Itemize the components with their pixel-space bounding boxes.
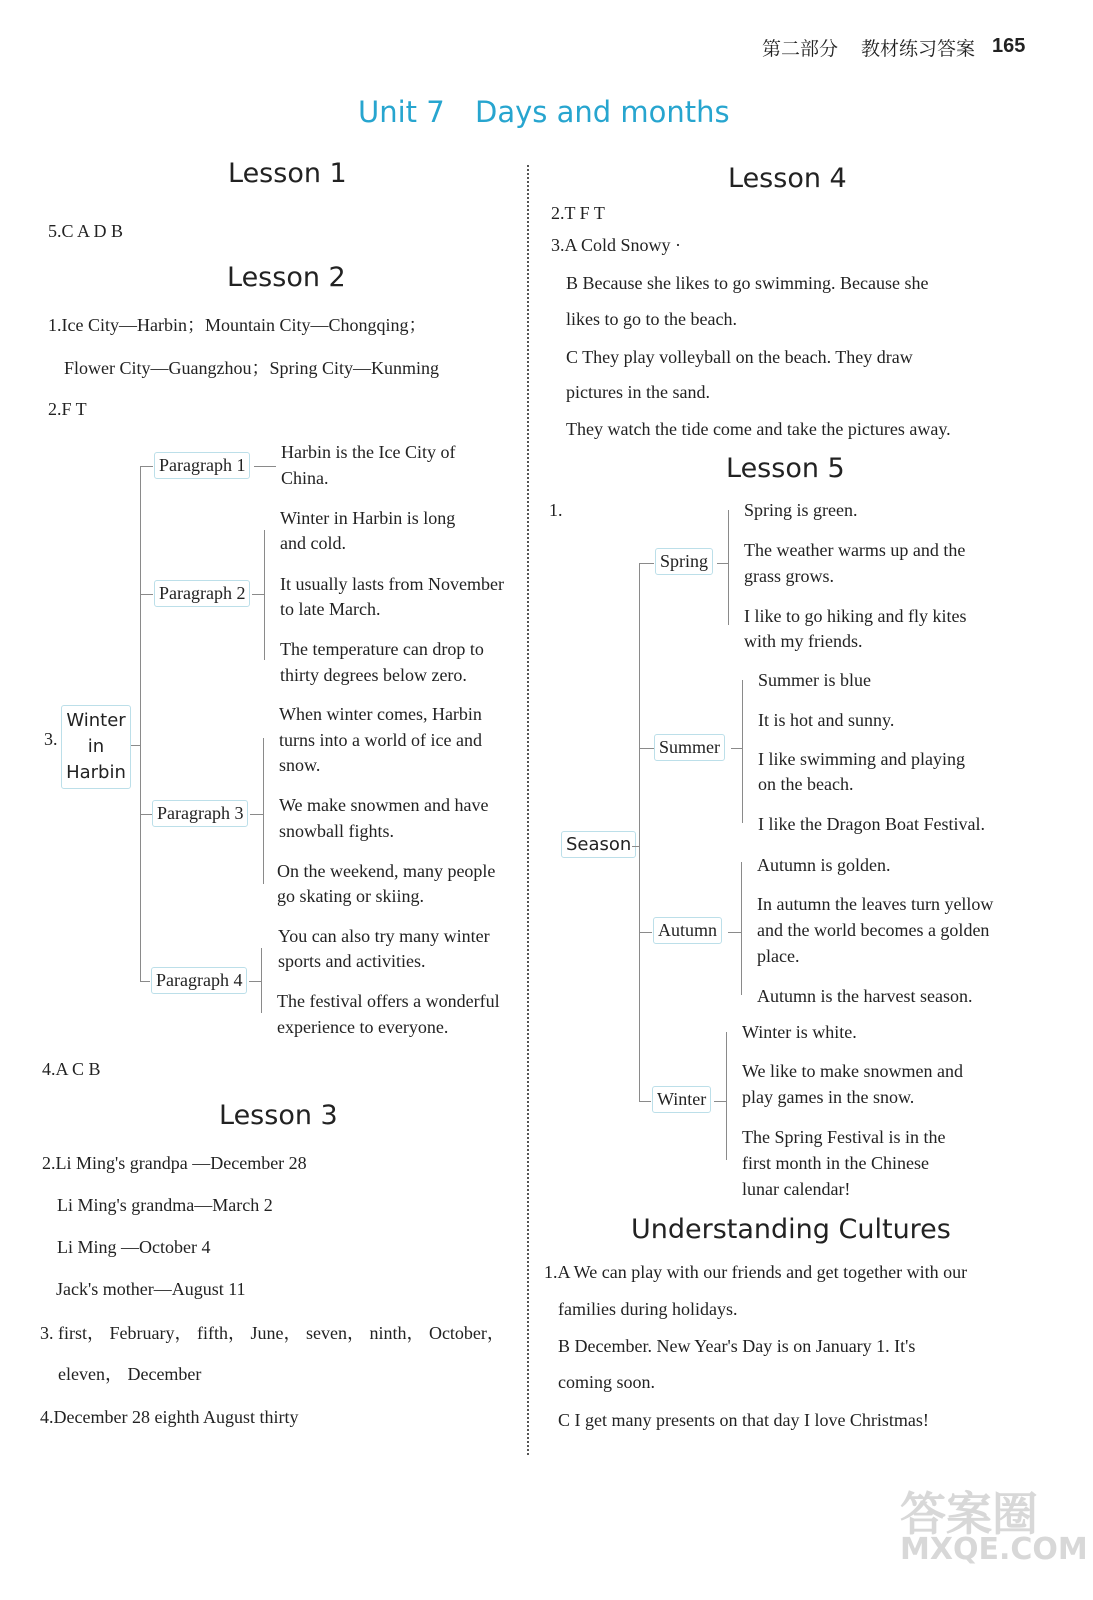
paragraph3-note: turns into a world of ice and: [279, 730, 482, 750]
connector-line: [140, 466, 141, 981]
watermark-line: 答案圈: [900, 1487, 1038, 1541]
connector-line: [742, 680, 743, 823]
connector-line: [263, 738, 264, 884]
connector-line: [717, 563, 728, 564]
connector-line: [728, 932, 741, 933]
lesson4-line: 2.T F T: [551, 203, 605, 223]
lesson4-line: pictures in the sand.: [566, 382, 710, 402]
lesson4-line: C They play volleyball on the beach. They draw: [566, 347, 913, 367]
paragraph3-node: Paragraph 3: [152, 800, 248, 827]
lesson2-q4: 4.A C B: [42, 1059, 101, 1079]
lesson4-line: B Because she likes to go swimming. Because she: [566, 273, 929, 293]
lesson3-line: 4.December 28 eighth August thirty: [40, 1407, 299, 1427]
connector-line: [639, 563, 654, 564]
season-node-spring: Spring: [655, 548, 713, 575]
lesson5-q1: 1.: [549, 500, 563, 520]
season-node-autumn: Autumn: [653, 917, 722, 944]
lesson3-line: Li Ming's grandma—March 2: [57, 1195, 273, 1215]
connector-line: [728, 510, 729, 625]
lesson4-line: likes to go to the beach.: [566, 309, 737, 329]
watermark-line: MXQE.COM: [900, 1532, 1088, 1567]
season-node-winter: Winter: [652, 1086, 711, 1113]
paragraph2-note: to late March.: [280, 599, 381, 619]
autumn-note: and the world becomes a golden: [757, 920, 990, 940]
root-node-line: in: [87, 736, 105, 757]
culture-line: families during holidays.: [558, 1299, 738, 1319]
summer-note: Summer is blue: [758, 670, 871, 690]
summer-note: I like swimming and playing: [758, 749, 965, 769]
autumn-note: place.: [757, 946, 800, 966]
connector-line: [249, 981, 261, 982]
lesson3-line: Li Ming —October 4: [57, 1237, 211, 1257]
root-node-line: Harbin: [66, 762, 126, 783]
connector-line: [140, 466, 153, 467]
lesson4-heading: Lesson 4: [728, 163, 847, 194]
column-divider: [527, 165, 529, 1455]
paragraph3-note: When winter comes, Harbin: [279, 704, 482, 724]
paragraph1-note: Harbin is the Ice City of: [281, 442, 456, 462]
paragraph2-node: Paragraph 2: [154, 580, 250, 607]
root-node-line: Winter: [66, 710, 126, 731]
paragraph4-note: You can also try many winter: [278, 926, 490, 946]
connector-line: [639, 748, 654, 749]
summer-note: It is hot and sunny.: [758, 710, 895, 730]
winter-note: first month in the Chinese: [742, 1153, 929, 1173]
lesson3-heading: Lesson 3: [219, 1100, 338, 1131]
page-number: 165: [992, 35, 1026, 57]
paragraph4-node: Paragraph 4: [151, 967, 247, 994]
lesson2-q2: 2.F T: [48, 399, 87, 419]
lesson4-line: They watch the tide come and take the pictures away.: [566, 419, 951, 439]
paragraph3-note: snow.: [279, 755, 321, 775]
paragraph3-note: On the weekend, many people: [277, 861, 496, 881]
connector-line: [264, 530, 265, 660]
paragraph4-note: sports and activities.: [278, 951, 426, 971]
connector-line: [140, 594, 153, 595]
paragraph3-note: snowball fights.: [279, 821, 394, 841]
lesson2-heading: Lesson 2: [227, 262, 346, 293]
autumn-note: In autumn the leaves turn yellow: [757, 894, 994, 914]
connector-line: [714, 1101, 726, 1102]
culture-heading: Understanding Cultures: [631, 1214, 951, 1245]
header-subtitle: 教材练习答案: [861, 38, 976, 60]
connector-line: [131, 745, 140, 746]
root-node-winter-in-harbin: [61, 705, 131, 789]
spring-note: The weather warms up and the: [744, 540, 966, 560]
lesson3-line: Jack's mother—August 11: [56, 1279, 246, 1299]
paragraph2-note: The temperature can drop to: [280, 639, 484, 659]
winter-note: play games in the snow.: [742, 1087, 915, 1107]
lesson2-q3-number: 3.: [44, 729, 58, 749]
culture-line: coming soon.: [558, 1372, 655, 1392]
connector-line: [741, 862, 742, 995]
summer-note: on the beach.: [758, 774, 854, 794]
lesson5-heading: Lesson 5: [726, 453, 845, 484]
connector-line: [250, 814, 263, 815]
culture-line: B December. New Year's Day is on January 1. It's: [558, 1336, 916, 1356]
spring-note: I like to go hiking and fly kites: [744, 606, 967, 626]
lesson1-q5: 5.C A D B: [48, 221, 124, 241]
lesson3-line: 3. first， February， fifth， June， seven， ninth， October，: [40, 1323, 505, 1343]
paragraph1-node: Paragraph 1: [154, 452, 250, 479]
lesson3-line: eleven， December: [58, 1364, 202, 1384]
lesson2-q1-line2: Flower City—Guangzhou；Spring City—Kunming: [64, 358, 439, 378]
connector-line: [731, 748, 742, 749]
summer-note: I like the Dragon Boat Festival.: [758, 814, 985, 834]
paragraph1-note: China.: [281, 468, 329, 488]
paragraph2-note: and cold.: [280, 533, 346, 553]
lesson4-line: 3.A Cold Snowy ·: [551, 235, 682, 255]
connector-line: [639, 1101, 651, 1102]
lesson3-line: 2.Li Ming's grandpa —December 28: [42, 1153, 307, 1173]
unit-number: Unit 7: [358, 95, 445, 129]
header-section: 第二部分: [762, 38, 839, 60]
spring-note: Spring is green.: [744, 500, 858, 520]
connector-line: [632, 846, 639, 847]
connector-line: [639, 932, 652, 933]
connector-line: [252, 594, 264, 595]
unit-title: Days and months: [475, 95, 730, 129]
paragraph4-note: experience to everyone.: [277, 1017, 449, 1037]
autumn-note: Autumn is golden.: [757, 855, 891, 875]
connector-line: [726, 1032, 727, 1160]
winter-note: Winter is white.: [742, 1022, 857, 1042]
connector-line: [261, 948, 262, 1013]
winter-note: The Spring Festival is in the: [742, 1127, 946, 1147]
culture-line: C I get many presents on that day I love Christmas!: [558, 1410, 929, 1430]
lesson2-q1-line1: 1.Ice City—Harbin；Mountain City—Chongqing；: [48, 315, 427, 335]
lesson1-heading: Lesson 1: [228, 158, 347, 189]
paragraph2-note: It usually lasts from November: [280, 574, 504, 594]
paragraph4-note: The festival offers a wonderful: [277, 991, 500, 1011]
season-node-summer: Summer: [654, 734, 725, 761]
spring-note: grass grows.: [744, 566, 834, 586]
paragraph2-note: thirty degrees below zero.: [280, 665, 467, 685]
connector-line: [639, 563, 640, 1101]
winter-note: We like to make snowmen and: [742, 1061, 963, 1081]
paragraph3-note: We make snowmen and have: [279, 795, 489, 815]
paragraph2-note: Winter in Harbin is long: [280, 508, 456, 528]
connector-line: [254, 466, 276, 467]
culture-line: 1.A We can play with our friends and get together with our: [544, 1262, 968, 1282]
root-node-season: Season: [561, 831, 636, 858]
winter-note: lunar calendar!: [742, 1179, 851, 1199]
paragraph3-note: go skating or skiing.: [277, 886, 424, 906]
spring-note: with my friends.: [744, 631, 863, 651]
connector-line: [140, 981, 150, 982]
autumn-note: Autumn is the harvest season.: [757, 986, 973, 1006]
